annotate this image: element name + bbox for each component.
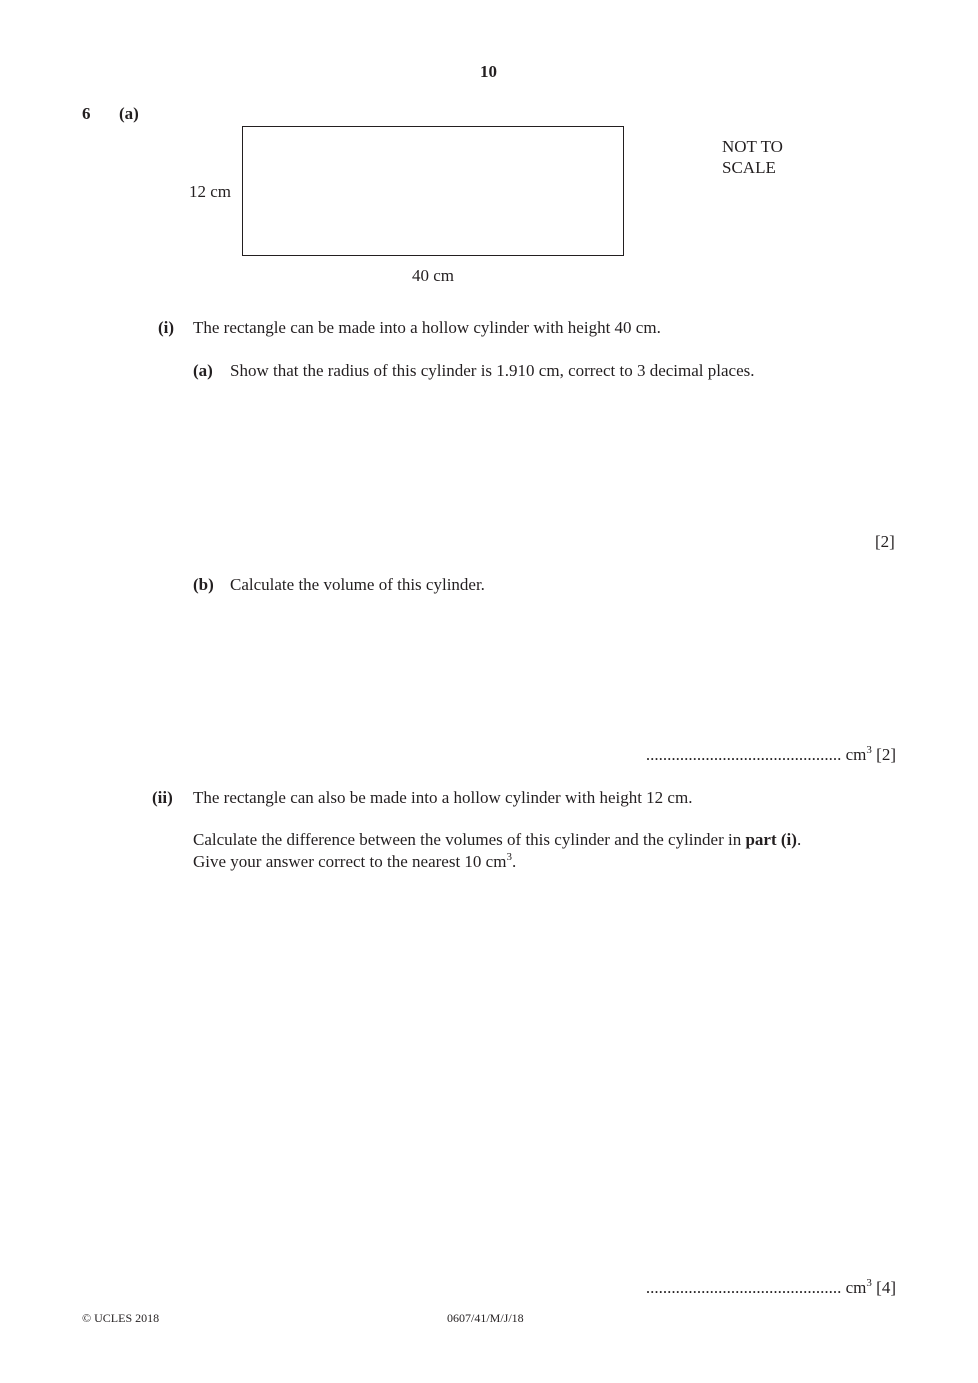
part-ii-label: (ii) bbox=[152, 788, 173, 807]
part-i-b-marks: [2] bbox=[876, 745, 896, 764]
part-i-label: (i) bbox=[158, 318, 175, 337]
question-number: 6 bbox=[82, 104, 91, 123]
rectangle-width-label: 40 cm bbox=[412, 266, 455, 285]
rectangle-diagram bbox=[242, 126, 624, 256]
answer-unit-power: 3 bbox=[866, 744, 872, 756]
part-i-a-marks: [2] bbox=[875, 532, 895, 551]
part-i-b-answer-line[interactable] bbox=[646, 746, 896, 763]
instruction-text: Calculate the difference between the volumes of this cylinder and the cylinder in bbox=[193, 830, 746, 849]
part-i-b-label: (b) bbox=[193, 575, 214, 594]
part-i-text: The rectangle can be made into a hollow cylinder with height 40 cm. bbox=[193, 318, 661, 337]
not-to-scale-line1: NOT TO bbox=[722, 137, 783, 156]
not-to-scale-line2: SCALE bbox=[722, 158, 776, 177]
part-ii-instruction2 bbox=[193, 853, 516, 870]
answer-unit: cm bbox=[845, 745, 867, 764]
part-a-label: (a) bbox=[119, 104, 139, 123]
instruction2-text: Give your answer correct to the nearest 10 cm bbox=[193, 852, 507, 871]
part-ii-marks: [4] bbox=[876, 1278, 896, 1297]
part-ii-instruction bbox=[193, 831, 801, 848]
answer-dots: .............................................. bbox=[645, 1278, 842, 1297]
part-i-a-label: (a) bbox=[193, 361, 213, 380]
answer-dots: .............................................. bbox=[645, 745, 842, 764]
page-number: 10 bbox=[480, 62, 497, 81]
instruction2-power: 3 bbox=[506, 851, 512, 863]
footer-paper-code: 0607/41/M/J/18 bbox=[447, 1311, 524, 1325]
rectangle-height-label: 12 cm bbox=[189, 182, 232, 201]
instruction-bold-ref: part (i) bbox=[745, 830, 797, 849]
part-ii-text: The rectangle can also be made into a hollow cylinder with height 12 cm. bbox=[193, 788, 693, 807]
part-ii-answer-line[interactable] bbox=[646, 1279, 896, 1296]
answer-unit: cm bbox=[845, 1278, 867, 1297]
instruction2-end: . bbox=[511, 852, 517, 871]
part-i-a-text: Show that the radius of this cylinder is 1.910 cm, correct to 3 decimal places. bbox=[230, 361, 755, 380]
footer-copyright: © UCLES 2018 bbox=[82, 1311, 160, 1325]
part-i-b-text: Calculate the volume of this cylinder. bbox=[230, 575, 485, 594]
answer-unit-power: 3 bbox=[866, 1277, 872, 1289]
instruction-end: . bbox=[796, 830, 802, 849]
